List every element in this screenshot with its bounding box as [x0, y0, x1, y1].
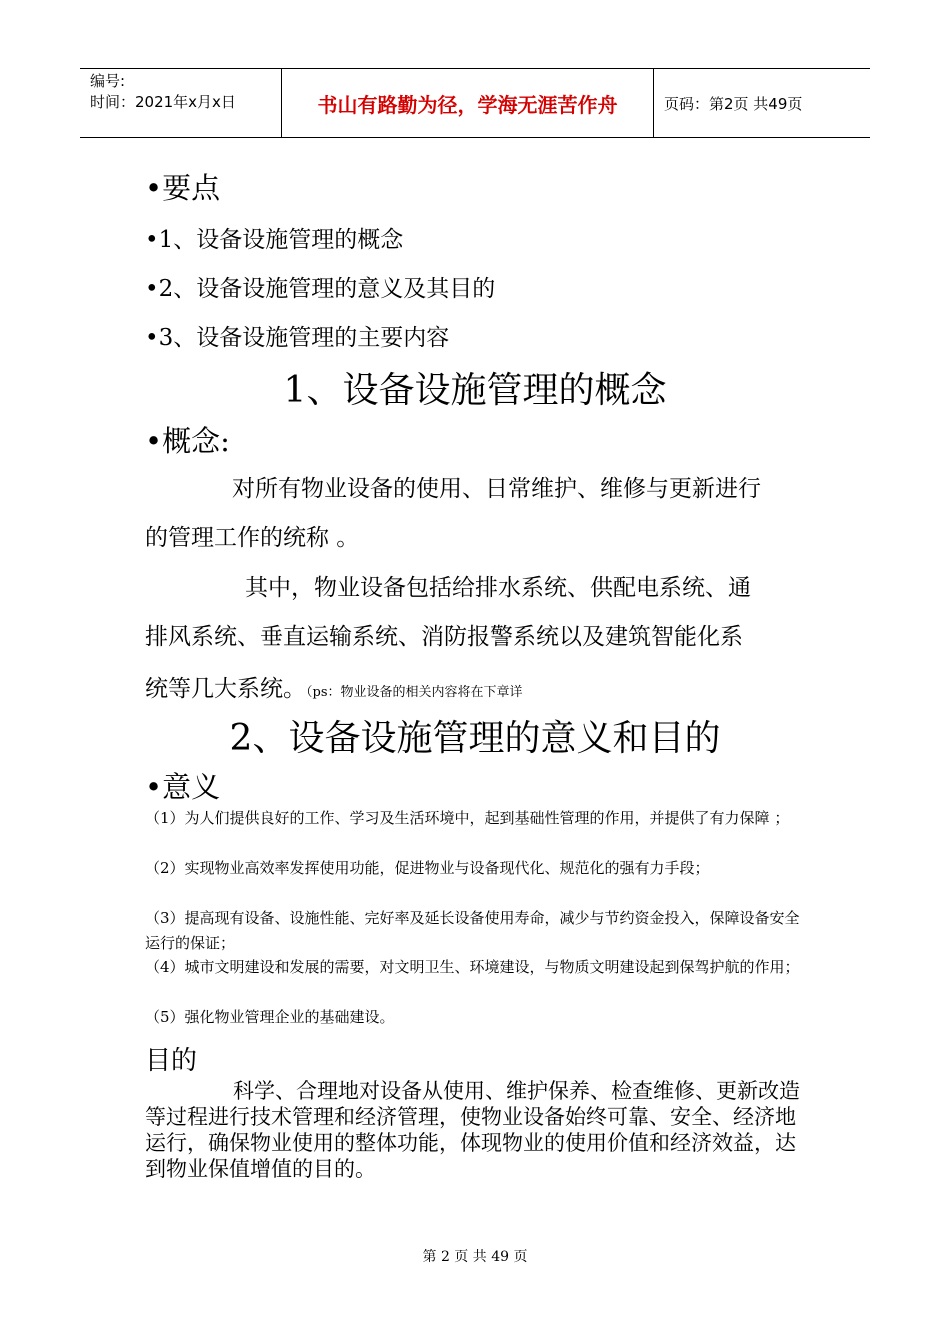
header-time: 时间：2021年x月x日	[90, 93, 236, 111]
section1-heading: 1、设备设施管理的概念	[283, 370, 667, 411]
purpose-text: 科学、合理地对设备从使用、维护保养、检查维修、更新改造等过程进行技术管理和经济管理，使物业设备始终可靠、安全、经济地运行，确保物业使用的整体功能，体现物业的使用价值和经济效益，达到物业保值增值的目的。	[145, 1079, 800, 1181]
meaning-point-2: （2）实现物业高效率发挥使用功能，促进物业与设备现代化、规范化的强有力手段；	[145, 859, 710, 877]
para2-line2: 排风系统、垂直运输系统、消防报警系统以及建筑智能化系	[145, 624, 743, 650]
meaning-point-1: （1）为人们提供良好的工作、学习及生活环境中，起到基础性管理的作用，并提供了有力保障 ；	[145, 809, 790, 827]
para2-line3: 统等几大系统。	[145, 676, 306, 702]
section2-label: •意义	[145, 770, 221, 804]
outline-title: •要点	[145, 171, 221, 205]
para1-line1: 对所有物业设备的使用、日常维护、维修与更新进行	[232, 476, 761, 502]
outline-item-2: •2、设备设施管理的意义及其目的	[145, 276, 496, 302]
page-footer: 第 2 页 共 49 页	[422, 1249, 528, 1265]
page-header	[80, 68, 870, 138]
header-page: 页码：第2页 共49页	[664, 94, 803, 113]
meaning-point-5: （5）强化物业管理企业的基础建设。	[145, 1008, 395, 1026]
header-meta	[80, 69, 282, 137]
section2-heading: 2、设备设施管理的意义和目的	[229, 718, 721, 759]
outline-item-3: •3、设备设施管理的主要内容	[145, 325, 450, 351]
header-number: 编号:	[90, 72, 126, 90]
para2-note: （ps：物业设备的相关内容将在下章详	[306, 685, 523, 700]
header-motto: 书山有路勤为径，学海无涯苦作舟	[282, 69, 654, 137]
para1-line2: 的管理工作的统称 。	[145, 525, 360, 551]
meaning-point-3: （3）提高现有设备、设施性能、完好率及延长设备使用寿命，减少与节约资金投入，保障设备安全运行的保证；	[145, 909, 800, 952]
meaning-point-4: （4）城市文明建设和发展的需要，对文明卫生、环境建设，与物质文明建设起到保驾护航的作用；	[145, 958, 800, 976]
purpose-label: 目的	[145, 1046, 198, 1076]
section1-label: •概念:	[145, 424, 230, 458]
para2-line1: 其中，物业设备包括给排水系统、供配电系统、通	[245, 575, 751, 601]
outline-item-1: •1、设备设施管理的概念	[145, 227, 404, 253]
